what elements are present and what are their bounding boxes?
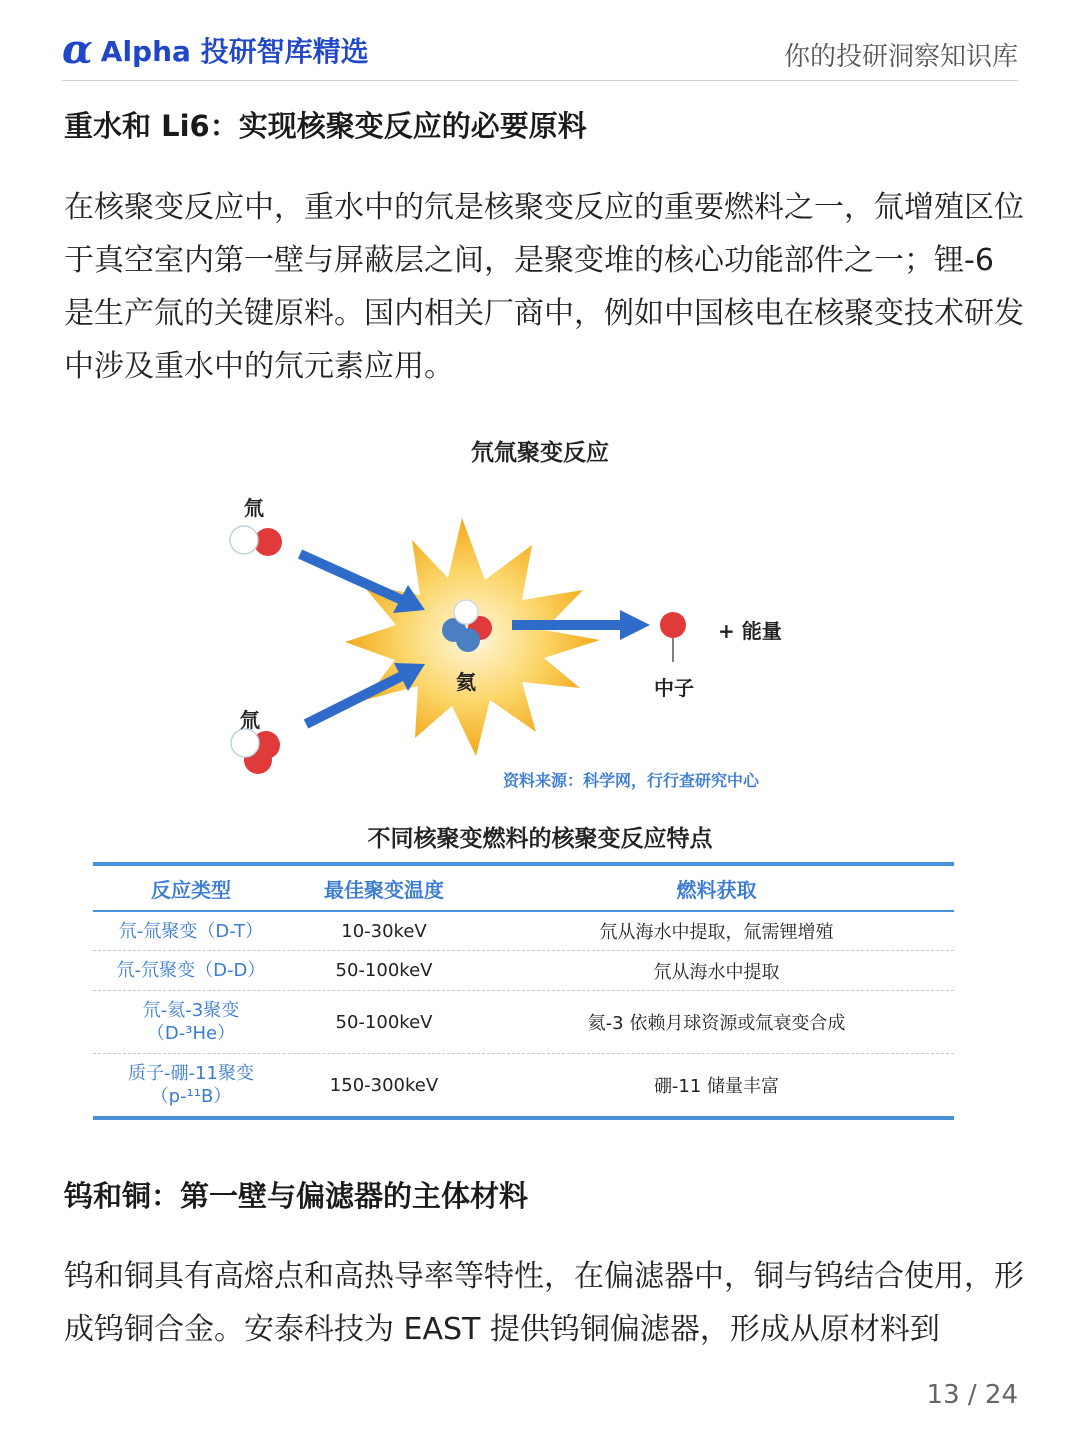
arrow-deuterium xyxy=(300,554,402,600)
temperature-cell: 150-300keV xyxy=(329,1074,439,1096)
reaction-type-cell xyxy=(93,920,289,943)
fuel-source-cell: 氦-3 依赖月球资源或氚衰变合成 xyxy=(587,1013,846,1034)
table-header-cell: 燃料获取 xyxy=(676,877,757,902)
neutron-icon xyxy=(660,612,686,662)
header-slogan: 你的投研洞察知识库 xyxy=(783,42,1018,72)
label-tritium: 氚 xyxy=(240,708,260,732)
temperature-cell: 10-30keV xyxy=(341,920,427,942)
brand-name: Alpha 投研智库精选 xyxy=(100,35,369,68)
fuel-source-cell: 硼-11 储量丰富 xyxy=(653,1076,780,1097)
fuel-source-cell: 氘从海水中提取，氚需锂增殖 xyxy=(599,922,834,943)
page-number: 13 / 24 xyxy=(926,1380,1018,1410)
reaction-type-notation: （D-³He） xyxy=(146,1023,236,1044)
deuterium-nucleus-icon xyxy=(230,526,282,556)
fusion-diagram xyxy=(0,420,1080,800)
reaction-type-text: 氘-氘聚变（D-D） xyxy=(116,960,266,981)
label-deuterium: 氚 xyxy=(244,496,264,520)
table-header-row xyxy=(93,866,954,912)
tritium-nucleus-icon xyxy=(231,729,280,774)
arrowhead-output-icon xyxy=(620,610,650,640)
reaction-type-cell xyxy=(93,1062,289,1108)
reaction-type-cell xyxy=(93,999,289,1045)
label-helium: 氦 xyxy=(456,670,476,694)
temperature-cell: 50-100keV xyxy=(335,1011,433,1033)
arrow-tritium xyxy=(306,676,402,724)
reaction-type-cell xyxy=(93,959,289,982)
reaction-type-notation: （p-¹¹B） xyxy=(150,1086,232,1107)
page-header xyxy=(62,26,1018,81)
reaction-type-text: 氘-氚聚变（D-T） xyxy=(118,920,264,942)
fusion-fuel-table xyxy=(93,862,954,1120)
section-heading-tungsten-copper: 钨和铜：第一壁与偏滤器的主体材料 xyxy=(64,1179,529,1213)
brand xyxy=(62,26,369,73)
figure-title: 氘氚聚变反应 xyxy=(471,440,609,466)
fusion-illustration xyxy=(0,420,1080,800)
temperature-cell: 50-100keV xyxy=(335,960,433,981)
alpha-logo-icon: α xyxy=(62,26,93,73)
table-row xyxy=(93,951,954,991)
table-header-cell: 最佳聚变温度 xyxy=(324,877,444,902)
table-title: 不同核聚变燃料的核聚变反应特点 xyxy=(367,826,713,852)
table-row xyxy=(93,912,954,951)
reaction-type-text: 质子-硼-11聚变 xyxy=(128,1063,254,1084)
paragraph-heavy-water: 在核聚变反应中，重水中的氘是核聚变反应的重要燃料之一，氚增殖区位于真空室内第一壁与屏蔽层之间，是聚变堆的核心功能部件之一；锂-6 是生产氚的关键原料。国内相关厂商中，例如中国核电在核聚变技术研发中涉及重水中的氘元素应用。 xyxy=(64,190,1024,384)
section-heading-heavy-water: 重水和 Li6：实现核聚变反应的必要原料 xyxy=(64,109,587,143)
paragraph-tungsten-copper: 钨和铜具有高熔点和高热导率等特性，在偏滤器中，铜与钨结合使用，形成钨铜合金。安泰科技为 EAST 提供钨铜偏滤器，形成从原材料到 xyxy=(64,1259,1024,1347)
label-energy: + 能量 xyxy=(718,619,782,643)
table-header-cell: 反应类型 xyxy=(151,877,231,902)
figure-source: 资料来源：科学网，行行查研究中心 xyxy=(503,771,760,790)
reaction-type-text: 氘-氦-3聚变 xyxy=(142,1000,240,1021)
fuel-source-cell: 氘从海水中提取 xyxy=(653,961,780,983)
label-neutron: 中子 xyxy=(654,676,694,700)
table-row xyxy=(93,991,954,1054)
table-row xyxy=(93,1054,954,1116)
